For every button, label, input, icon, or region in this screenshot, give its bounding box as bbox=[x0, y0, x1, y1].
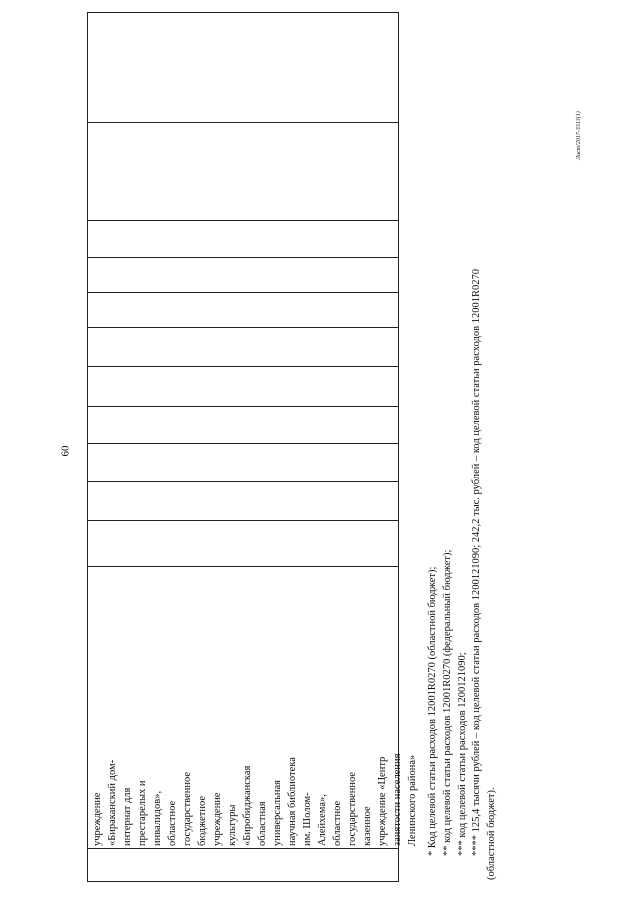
footnote-4-continuation: (областной бюджет). bbox=[486, 787, 498, 880]
cell-line: научная библиотека bbox=[287, 757, 298, 846]
footnote-3: *** код целевой статьи расходов 1200121090; bbox=[456, 652, 468, 856]
footnote-2: ** код целевой статьи расходов 12001R0270 (федеральный бюджет); bbox=[441, 549, 453, 856]
page-number: 60 bbox=[59, 445, 72, 457]
cell-line: государственное bbox=[347, 771, 358, 846]
cell-line: Ленинского района» bbox=[407, 754, 418, 846]
cell-line: областное bbox=[332, 800, 343, 846]
cell-line: областное bbox=[167, 800, 178, 846]
column-divider bbox=[87, 292, 399, 293]
cell-line: «Бираканский дом- bbox=[107, 759, 118, 846]
cell-line: инвалидов», bbox=[152, 790, 163, 846]
footnote-4: **** 125,4 тысячи рублей – код целевой статьи расходов 1200121090; 242,2 тыс. рублей – код целевой статьи расходов 12001R0270 bbox=[471, 269, 483, 856]
cell-line: интернат для bbox=[122, 787, 133, 846]
document-id: Лист/2017-3313(1) bbox=[576, 111, 582, 160]
cell-line: областная bbox=[257, 801, 268, 846]
column-divider bbox=[87, 848, 399, 849]
cell-line: культуры bbox=[227, 804, 238, 846]
cell-line: учреждение bbox=[212, 792, 223, 846]
institutions-cell bbox=[90, 576, 420, 846]
cell-line: учреждение «Центр bbox=[377, 756, 388, 846]
cell-line: престарелых и bbox=[137, 780, 148, 846]
cell-line: Алейхема», bbox=[317, 794, 328, 846]
footnotes bbox=[426, 20, 500, 880]
cell-line: «Биробиджанская bbox=[242, 765, 253, 846]
footnote-1: * Код целевой статьи расходов 12001R0270 (областной бюджет); bbox=[427, 566, 438, 856]
table-border bbox=[87, 12, 88, 882]
cell-line: учреждение bbox=[92, 792, 103, 846]
cell-line: государственное bbox=[182, 771, 193, 846]
column-divider bbox=[87, 366, 399, 367]
column-divider bbox=[87, 220, 399, 221]
cell-line: универсальная bbox=[272, 780, 283, 846]
column-divider bbox=[87, 257, 399, 258]
column-divider bbox=[87, 481, 399, 482]
cell-line: занятости населения bbox=[392, 753, 403, 846]
column-divider bbox=[87, 406, 399, 407]
column-divider bbox=[87, 122, 399, 123]
column-divider bbox=[87, 443, 399, 444]
cell-line: казенное bbox=[362, 806, 373, 846]
column-divider bbox=[87, 327, 399, 328]
column-divider bbox=[87, 566, 399, 567]
cell-line: бюджетное bbox=[197, 795, 208, 846]
column-divider bbox=[87, 520, 399, 521]
cell-line: им. Шолом- bbox=[302, 792, 313, 846]
